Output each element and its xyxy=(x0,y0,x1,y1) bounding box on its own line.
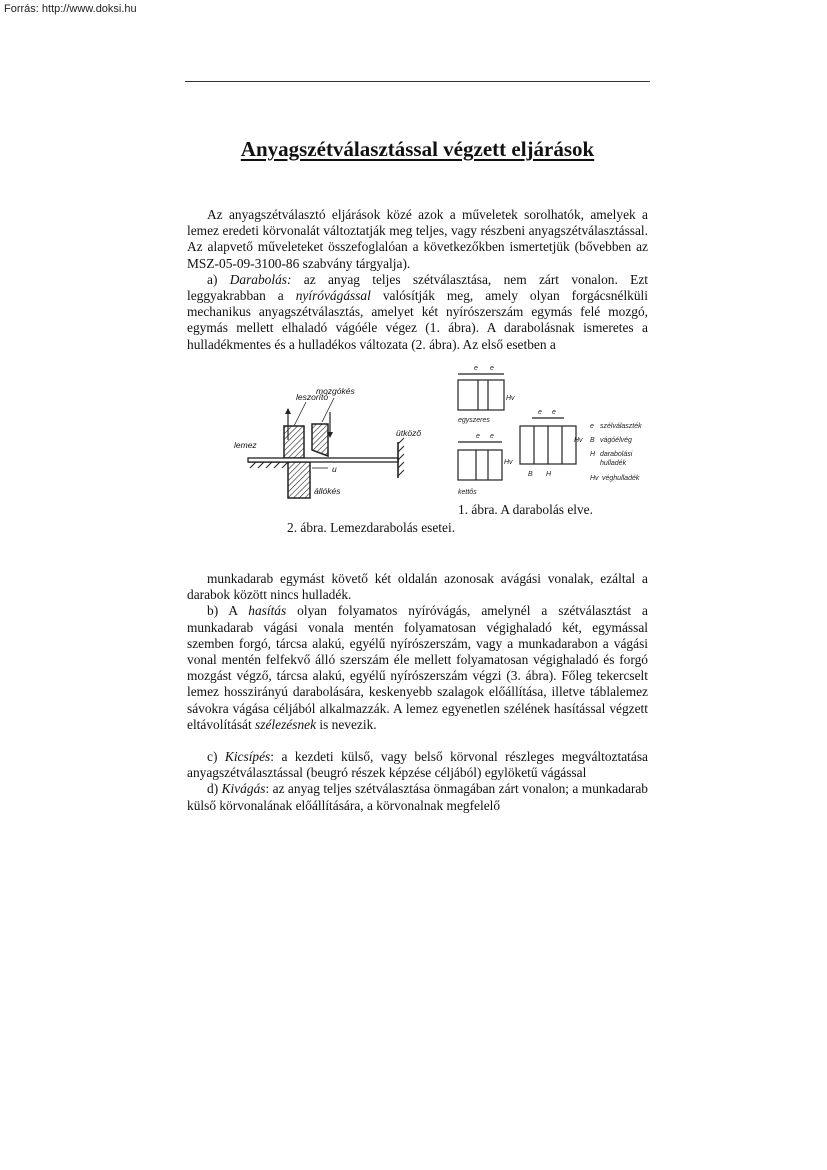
label-hv-1: Hv xyxy=(506,395,515,402)
label-h: H xyxy=(546,471,552,478)
legend-b-desc: vágóélvég xyxy=(600,437,632,444)
paragraph-hasitas: b) A hasítás olyan folyamatos nyíróvágás, amelynél a szétválasztást a munkadarab vágási vonala mentén folyamatosan végighaladó két, egymással szemben forgó, tárcsa alakú, egyélű nyírószerszám, vagy a munkadarabon a vágási vonal mentén felfekvő álló szerszám éle mellett folyamatosan végighaladó és forgó mozgást végző, tárcsa alakú, egyélű nyírószerszám végzi (3. ábra). Főleg tekercselt lemez hosszirányú darabolására, keskenyebb szalagok előállítása, illetve táblalemez sávokra vágása céljából alkalmazzák. A lemez egyenetlen szélének hasítással végzett eltávolítását szélezésnek is nevezik. xyxy=(187,603,649,732)
source-header: Forrás: http://www.doksi.hu xyxy=(4,3,137,15)
label-b: B xyxy=(528,471,533,478)
legend-h-desc-2: hulladék xyxy=(600,460,627,467)
figure-2-caption: 2. ábra. Lemezdarabolás esetei. xyxy=(287,520,456,535)
label-e-4: e xyxy=(490,433,494,440)
label-utkozo: ütköző xyxy=(396,428,422,438)
paragraph-intro: Az anyagszétválasztó eljárások közé azok a műveletek sorolhatók, amelyek a lemez eredeti körvonalát változtatják meg teljes, vagy részbeni anyagszétválasztással. Az alapvető műveleteket összefoglalóan a következőkben ismertetjük (bővebben az MSZ-05-09-3100-86 szabvány tárgyalja). xyxy=(187,207,648,271)
page-title: Anyagszétválasztással végzett eljárások xyxy=(240,137,595,161)
top-rule xyxy=(185,81,650,82)
text-block-top xyxy=(187,207,648,353)
legend-h-desc-1: darabolási xyxy=(600,451,633,458)
term-darabolas: Darabolás: xyxy=(229,271,292,287)
label-e-5: e xyxy=(538,409,542,416)
figure-cutting-principle xyxy=(228,382,448,512)
term-kivagas: Kivágás xyxy=(221,781,266,797)
text-block-bottom xyxy=(187,571,648,814)
term-hasitas: hasítás xyxy=(248,603,287,619)
label-mozgokes: mozgókés xyxy=(316,386,355,396)
legend-h: H xyxy=(590,451,596,458)
label-e-2: e xyxy=(490,365,494,372)
figure-sheet-cutting-cases xyxy=(448,356,648,504)
figure-1-caption: 1. ábra. A darabolás elve. xyxy=(458,502,593,517)
label-e-1: e xyxy=(474,365,478,372)
label-leszorito: leszorító xyxy=(296,392,329,402)
term-nyirovagas: nyíróvágással xyxy=(295,288,371,304)
legend-hv: Hv xyxy=(590,475,599,482)
paragraph-continuation: munkadarab egymást követő két oldalán azonosak avágási vonalak, ezáltal a darabok között nincs hulladék. xyxy=(187,571,648,603)
legend-e-desc: szélválaszték xyxy=(600,423,642,430)
label-hv-2: Hv xyxy=(504,459,513,466)
legend-hv-desc: véghulladék xyxy=(602,475,640,482)
label-allokes: állókés xyxy=(314,486,341,496)
label-e-6: e xyxy=(552,409,556,416)
paragraph-kicsipes: c) Kicsípés: a kezdeti külső, vagy belső körvonal részleges megváltoztatása anyagszétválasztással (beugró részek képzése céljából) egylöketű vágással xyxy=(187,749,648,781)
term-szelezes: szélezésnek xyxy=(255,716,317,732)
label-hv-3: Hv xyxy=(574,437,583,444)
label-lemez: lemez xyxy=(234,440,257,450)
legend-b: B xyxy=(590,437,595,444)
legend-e: e xyxy=(590,423,594,430)
term-kicsipes: Kicsípés xyxy=(224,749,271,765)
paragraph-kivagas: d) Kivágás: az anyag teljes szétválasztása önmagában zárt vonalon; a munkadarab külső körvonalának előállítására, a körvonalnak megfelelő xyxy=(187,781,648,813)
label-e-3: e xyxy=(476,433,480,440)
label-egyszeres: egyszeres xyxy=(458,417,490,424)
label-u: u xyxy=(332,464,337,474)
paragraph-darabolas: a) Darabolás: az anyag teljes szétválasztása, nem zárt vonalon. Ezt leggyakrabban a nyíróvágással valósítják meg, amely olyan forgácsnélküli mechanikus anyagszétválasztás, amelyet két nyírószerszám egymás felé mozgó, egymás mellett elhaladó vágóéle végez (1. ábra). A darabolásnak ismeretes a hulladékmentes és a hulladékos változata (2. ábra). Az első esetben a xyxy=(187,271,649,352)
label-kettos: kettős xyxy=(458,489,477,496)
